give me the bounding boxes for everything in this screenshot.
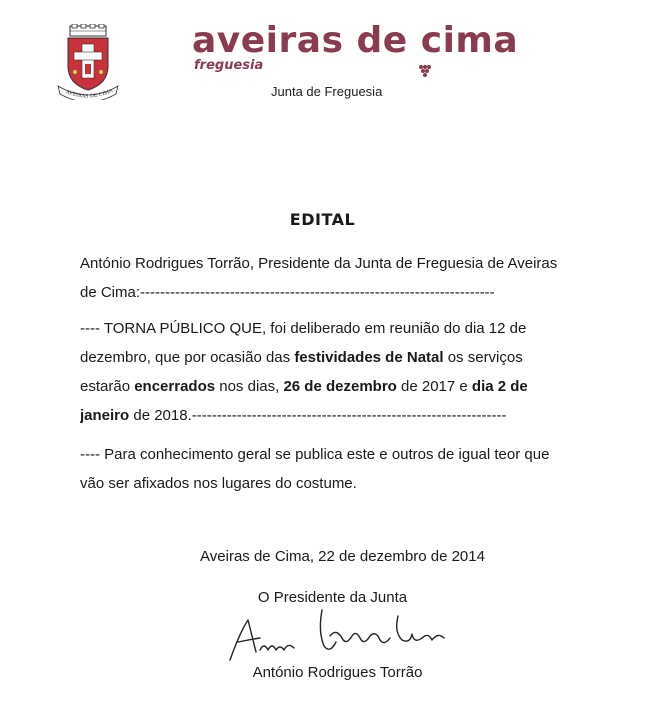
coat-of-arms-logo [52, 24, 124, 100]
crest-ribbon-text: AVEIRAS DE CIMA [65, 87, 114, 100]
handwritten-signature [226, 602, 466, 666]
bold-janeiro: janeiro [80, 407, 130, 424]
brand-name: aveiras de cima [192, 20, 519, 61]
document-title: EDITAL [289, 210, 356, 229]
paragraph-announcement [80, 314, 596, 430]
bold-date-2: dia 2 de [471, 378, 528, 395]
text-span: de 2017 e [396, 378, 472, 395]
paragraph-publication [80, 440, 596, 498]
junta-label: Junta de Freguesia [271, 84, 383, 99]
bold-date-1: 26 de dezembro [283, 378, 397, 395]
intro-line-2: de Cima:----------------------------------------------------------------------- [80, 284, 495, 301]
text-span: de 2018.--------------------------------------------------------------- [129, 407, 507, 424]
president-title: O Presidente da Junta [257, 589, 408, 606]
publication-line-2: vão ser afixados nos lugares do costume. [80, 475, 357, 492]
announcement-line-1: ---- TORNA PÚBLICO QUE, foi deliberado em reunião do dia 12 de [80, 320, 527, 337]
brand-subtitle: freguesia [194, 58, 264, 73]
signatory-name: António Rodrigues Torrão [252, 664, 423, 681]
intro-line-1: António Rodrigues Torrão, Presidente da Junta de Freguesia de Aveiras [80, 255, 558, 272]
grape-icon [416, 62, 434, 80]
text-span: nos dias, [215, 378, 284, 395]
text-span: dezembro, que por ocasião das [80, 349, 295, 366]
paragraph-intro [80, 249, 596, 307]
brand-logo [192, 20, 519, 78]
bold-festividades: festividades de Natal [294, 349, 444, 366]
place-and-date: Aveiras de Cima, 22 de dezembro de 2014 [200, 548, 485, 565]
announcement-line-4 [80, 401, 596, 430]
announcement-line-2 [80, 343, 596, 372]
text-span: estarão [80, 378, 135, 395]
announcement-line-3 [80, 372, 596, 401]
text-span: os serviços [443, 349, 523, 366]
bold-encerrados: encerrados [134, 378, 216, 395]
publication-line-1: ---- Para conhecimento geral se publica este e outros de igual teor que [80, 446, 550, 463]
